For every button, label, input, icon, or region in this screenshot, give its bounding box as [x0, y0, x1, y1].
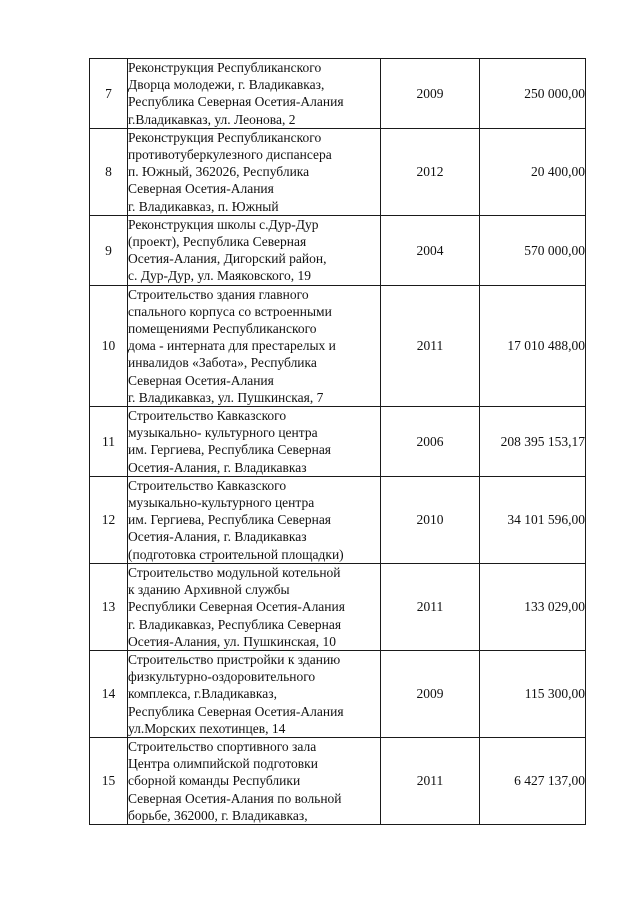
amount-cell: 17 010 488,00 — [480, 285, 586, 406]
description-line: г.Владикавказ, ул. Леонова, 2 — [128, 111, 296, 127]
amount-cell: 570 000,00 — [480, 215, 586, 285]
description-line: комплекса, г.Владикавказ, — [128, 686, 277, 702]
year-cell: 2011 — [381, 285, 480, 406]
description-line: ул.Морских пехотинцев, 14 — [128, 720, 286, 736]
row-number-cell: 13 — [90, 563, 128, 650]
description-line: Строительство Кавказского — [128, 408, 287, 424]
row-number-cell: 9 — [90, 215, 128, 285]
object-description-cell — [128, 563, 381, 650]
table-body — [90, 59, 586, 825]
amount-cell: 115 300,00 — [480, 650, 586, 737]
year-cell: 2011 — [381, 737, 480, 824]
object-description-cell — [128, 737, 381, 824]
description-line: Строительство пристройки к зданию — [128, 651, 341, 667]
year-cell: 2009 — [381, 59, 480, 129]
amount-cell: 250 000,00 — [480, 59, 586, 129]
description-line: Осетия-Алания, г. Владикавказ — [128, 459, 307, 475]
description-line: Центра олимпийской подготовки — [128, 756, 318, 772]
row-number-cell: 10 — [90, 285, 128, 406]
description-line: г. Владикавказ, Республика Северная — [128, 616, 342, 632]
description-line: Строительство спортивного зала — [128, 738, 317, 754]
object-description-cell — [128, 128, 381, 215]
table-row — [90, 59, 586, 129]
amount-cell: 133 029,00 — [480, 563, 586, 650]
description-line: Республики Северная Осетия-Алания — [128, 599, 345, 615]
object-description-cell — [128, 285, 381, 406]
description-line: сборной команды Республики — [128, 773, 301, 789]
object-description-cell — [128, 59, 381, 129]
description-line: Осетия-Алания, Дигорский район, — [128, 251, 327, 267]
description-line: противотуберкулезного диспансера — [128, 147, 332, 163]
year-cell: 2009 — [381, 650, 480, 737]
description-line: дома - интерната для престарелых и — [128, 338, 336, 354]
amount-cell: 208 395 153,17 — [480, 407, 586, 477]
table-row — [90, 407, 586, 477]
row-number-cell: 8 — [90, 128, 128, 215]
amount-cell: 6 427 137,00 — [480, 737, 586, 824]
row-number-cell: 7 — [90, 59, 128, 129]
table-row — [90, 285, 586, 406]
year-cell: 2004 — [381, 215, 480, 285]
description-line: инвалидов «Забота», Республика — [128, 355, 317, 371]
table-row — [90, 563, 586, 650]
description-line: помещениями Республиканского — [128, 321, 317, 337]
row-number-cell: 11 — [90, 407, 128, 477]
description-line: Реконструкция школы с.Дур-Дур — [128, 216, 319, 232]
row-number-cell: 12 — [90, 476, 128, 563]
row-number-cell: 14 — [90, 650, 128, 737]
description-line: Осетия-Алания, г. Владикавказ — [128, 529, 307, 545]
construction-objects-table — [89, 58, 586, 825]
description-line: Реконструкция Республиканского — [128, 60, 322, 75]
description-line: Осетия-Алания, ул. Пушкинская, 10 — [128, 633, 336, 649]
description-line: (подготовка строительной площадки) — [128, 546, 344, 562]
description-line: Северная Осетия-Алания — [128, 372, 274, 388]
description-line: Строительство модульной котельной — [128, 564, 341, 580]
description-line: (проект), Республика Северная — [128, 234, 307, 250]
description-line: им. Гергиева, Республика Северная — [128, 512, 332, 528]
row-number-cell: 15 — [90, 737, 128, 824]
table-row — [90, 128, 586, 215]
description-line: Республика Северная Осетия-Алания — [128, 94, 344, 110]
amount-cell: 20 400,00 — [480, 128, 586, 215]
description-line: музыкально-культурного центра — [128, 495, 315, 511]
description-line: Дворца молодежи, г. Владикавказ, — [128, 77, 325, 93]
description-line: с. Дур-Дур, ул. Маяковского, 19 — [128, 268, 311, 284]
description-line: Северная Осетия-Алания по вольной — [128, 790, 342, 806]
description-line: музыкально- культурного центра — [128, 425, 318, 441]
document-page — [89, 58, 585, 825]
description-line: п. Южный, 362026, Республика — [128, 164, 310, 180]
table-row — [90, 737, 586, 824]
description-line: Республика Северная Осетия-Алания — [128, 703, 344, 719]
description-line: Реконструкция Республиканского — [128, 129, 322, 145]
description-line: Строительство Кавказского — [128, 477, 287, 493]
description-line: Строительство здания главного — [128, 286, 309, 302]
year-cell: 2012 — [381, 128, 480, 215]
description-line: Северная Осетия-Алания — [128, 181, 274, 197]
year-cell: 2010 — [381, 476, 480, 563]
year-cell: 2006 — [381, 407, 480, 477]
table-row — [90, 650, 586, 737]
object-description-cell — [128, 407, 381, 477]
description-line: борьбе, 362000, г. Владикавказ, — [128, 807, 308, 823]
amount-cell: 34 101 596,00 — [480, 476, 586, 563]
table-row — [90, 215, 586, 285]
object-description-cell — [128, 215, 381, 285]
description-line: к зданию Архивной службы — [128, 582, 290, 598]
description-line: г. Владикавказ, п. Южный — [128, 198, 279, 214]
table-row — [90, 476, 586, 563]
description-line: г. Владикавказ, ул. Пушкинская, 7 — [128, 389, 324, 405]
year-cell: 2011 — [381, 563, 480, 650]
description-line: им. Гергиева, Республика Северная — [128, 442, 332, 458]
object-description-cell — [128, 650, 381, 737]
object-description-cell — [128, 476, 381, 563]
description-line: физкультурно-оздоровительного — [128, 669, 316, 685]
description-line: спального корпуса со встроенными — [128, 303, 332, 319]
